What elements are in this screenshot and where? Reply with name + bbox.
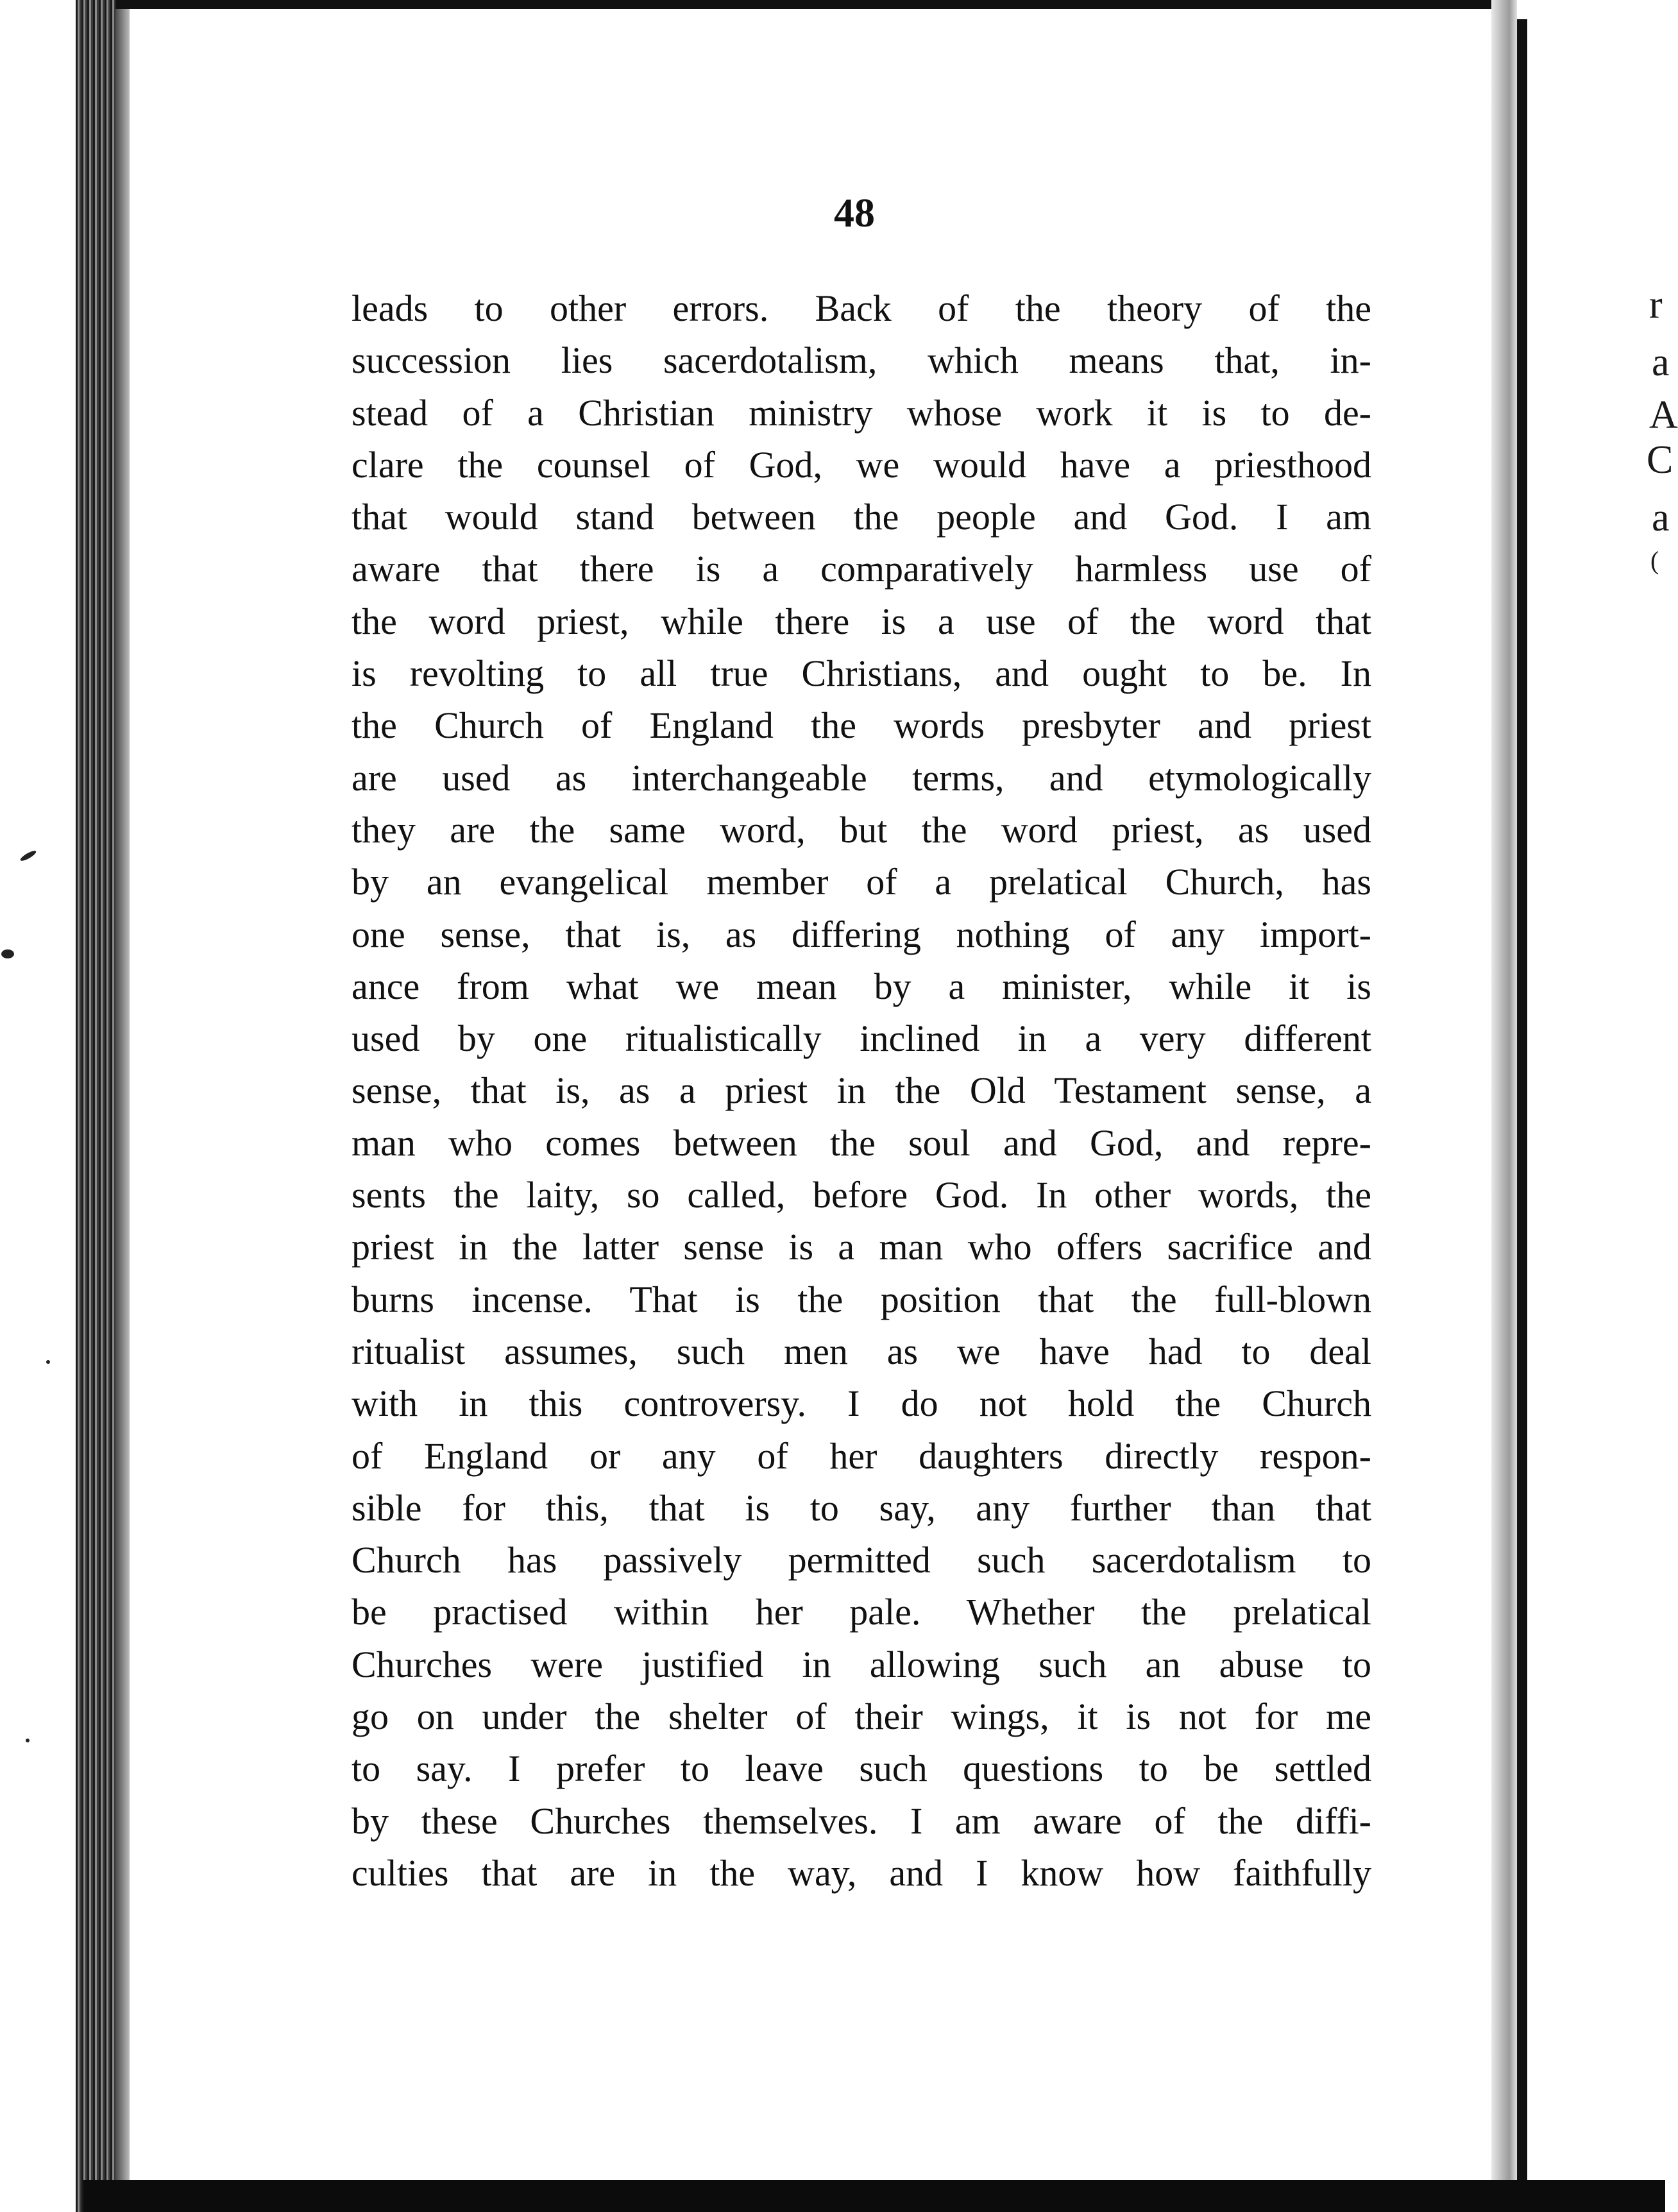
text-line: culties that are in the way, and I know how faithfully	[352, 1851, 1371, 1894]
facing-page-fragment: C	[1647, 438, 1674, 482]
text-line: they are the same word, but the word priest, as used	[352, 808, 1371, 851]
text-line: used by one ritualistically inclined in a very different	[352, 1017, 1371, 1060]
text-line: to say. I prefer to leave such questions to be settled	[352, 1748, 1371, 1790]
body-text	[352, 282, 1371, 1899]
facing-page-fragment: a	[1652, 496, 1670, 540]
book-spine	[1517, 19, 1527, 2188]
text-line: priest in the latter sense is a man who offers sacrifice and	[352, 1226, 1371, 1268]
text-line: leads to other errors. Back of the theory of the	[352, 287, 1371, 329]
text-line: stead of a Christian ministry whose work it is to de-	[352, 391, 1371, 434]
page-number: 48	[834, 190, 875, 235]
text-line: burns incense. That is the position that the full-blown	[352, 1278, 1371, 1320]
text-line: Churches were justified in allowing such an abuse to	[352, 1643, 1371, 1685]
text-line: with in this controversy. I do not hold the Church	[352, 1382, 1371, 1425]
text-line: Church has passively permitted such sacerdotalism to	[352, 1539, 1371, 1581]
facing-page-fragment: A	[1649, 393, 1678, 437]
text-line: ritualist assumes, such men as we have had to deal	[352, 1330, 1371, 1372]
scan-bottom-border	[83, 2180, 1665, 2212]
page-stack-edge	[76, 0, 115, 2212]
text-line: sents the laity, so called, before God. In other words, the	[352, 1174, 1371, 1216]
text-line: aware that there is a comparatively harmless use of	[352, 548, 1371, 590]
book-gutter	[1491, 0, 1517, 2212]
scan-speck	[19, 849, 37, 863]
facing-page-fragment: a	[1652, 341, 1670, 384]
text-line: are used as interchangeable terms, and etymologically	[352, 756, 1371, 799]
text-line: succession lies sacerdotalism, which means that, in-	[352, 339, 1371, 382]
text-line: that would stand between the people and God. I am	[352, 496, 1371, 538]
text-line: sible for this, that is to say, any further than that	[352, 1486, 1371, 1529]
text-line: clare the counsel of God, we would have a priesthood	[352, 443, 1371, 486]
text-line: is revolting to all true Christians, and ought to be. In	[352, 652, 1371, 695]
text-line: man who comes between the soul and God, and repre-	[352, 1121, 1371, 1164]
scan-speck	[1, 949, 14, 958]
text-line: the word priest, while there is a use of the word that	[352, 600, 1371, 642]
text-line: of England or any of her daughters directly respon-	[352, 1434, 1371, 1477]
text-line: ance from what we mean by a minister, while it is	[352, 965, 1371, 1007]
text-line: one sense, that is, as differing nothing of any import-	[352, 913, 1371, 955]
text-line: by an evangelical member of a prelatical Church, has	[352, 861, 1371, 903]
page-stack-shadow	[115, 0, 130, 2212]
facing-page	[1527, 9, 1678, 2180]
facing-page-fragment: (	[1650, 546, 1659, 575]
text-line: be practised within her pale. Whether the prelatical	[352, 1591, 1371, 1633]
text-line: sense, that is, as a priest in the Old Testament sense, a	[352, 1069, 1371, 1112]
text-line: by these Churches themselves. I am aware of the diffi-	[352, 1799, 1371, 1842]
scan-speck	[46, 1360, 50, 1364]
text-line: go on under the shelter of their wings, it is not for me	[352, 1696, 1371, 1738]
scan-margin-left	[0, 0, 71, 2212]
scan-top-border	[115, 0, 1507, 9]
text-line: the Church of England the words presbyter and priest	[352, 704, 1371, 747]
scan-speck	[26, 1739, 30, 1742]
facing-page-fragment: r	[1649, 283, 1663, 327]
